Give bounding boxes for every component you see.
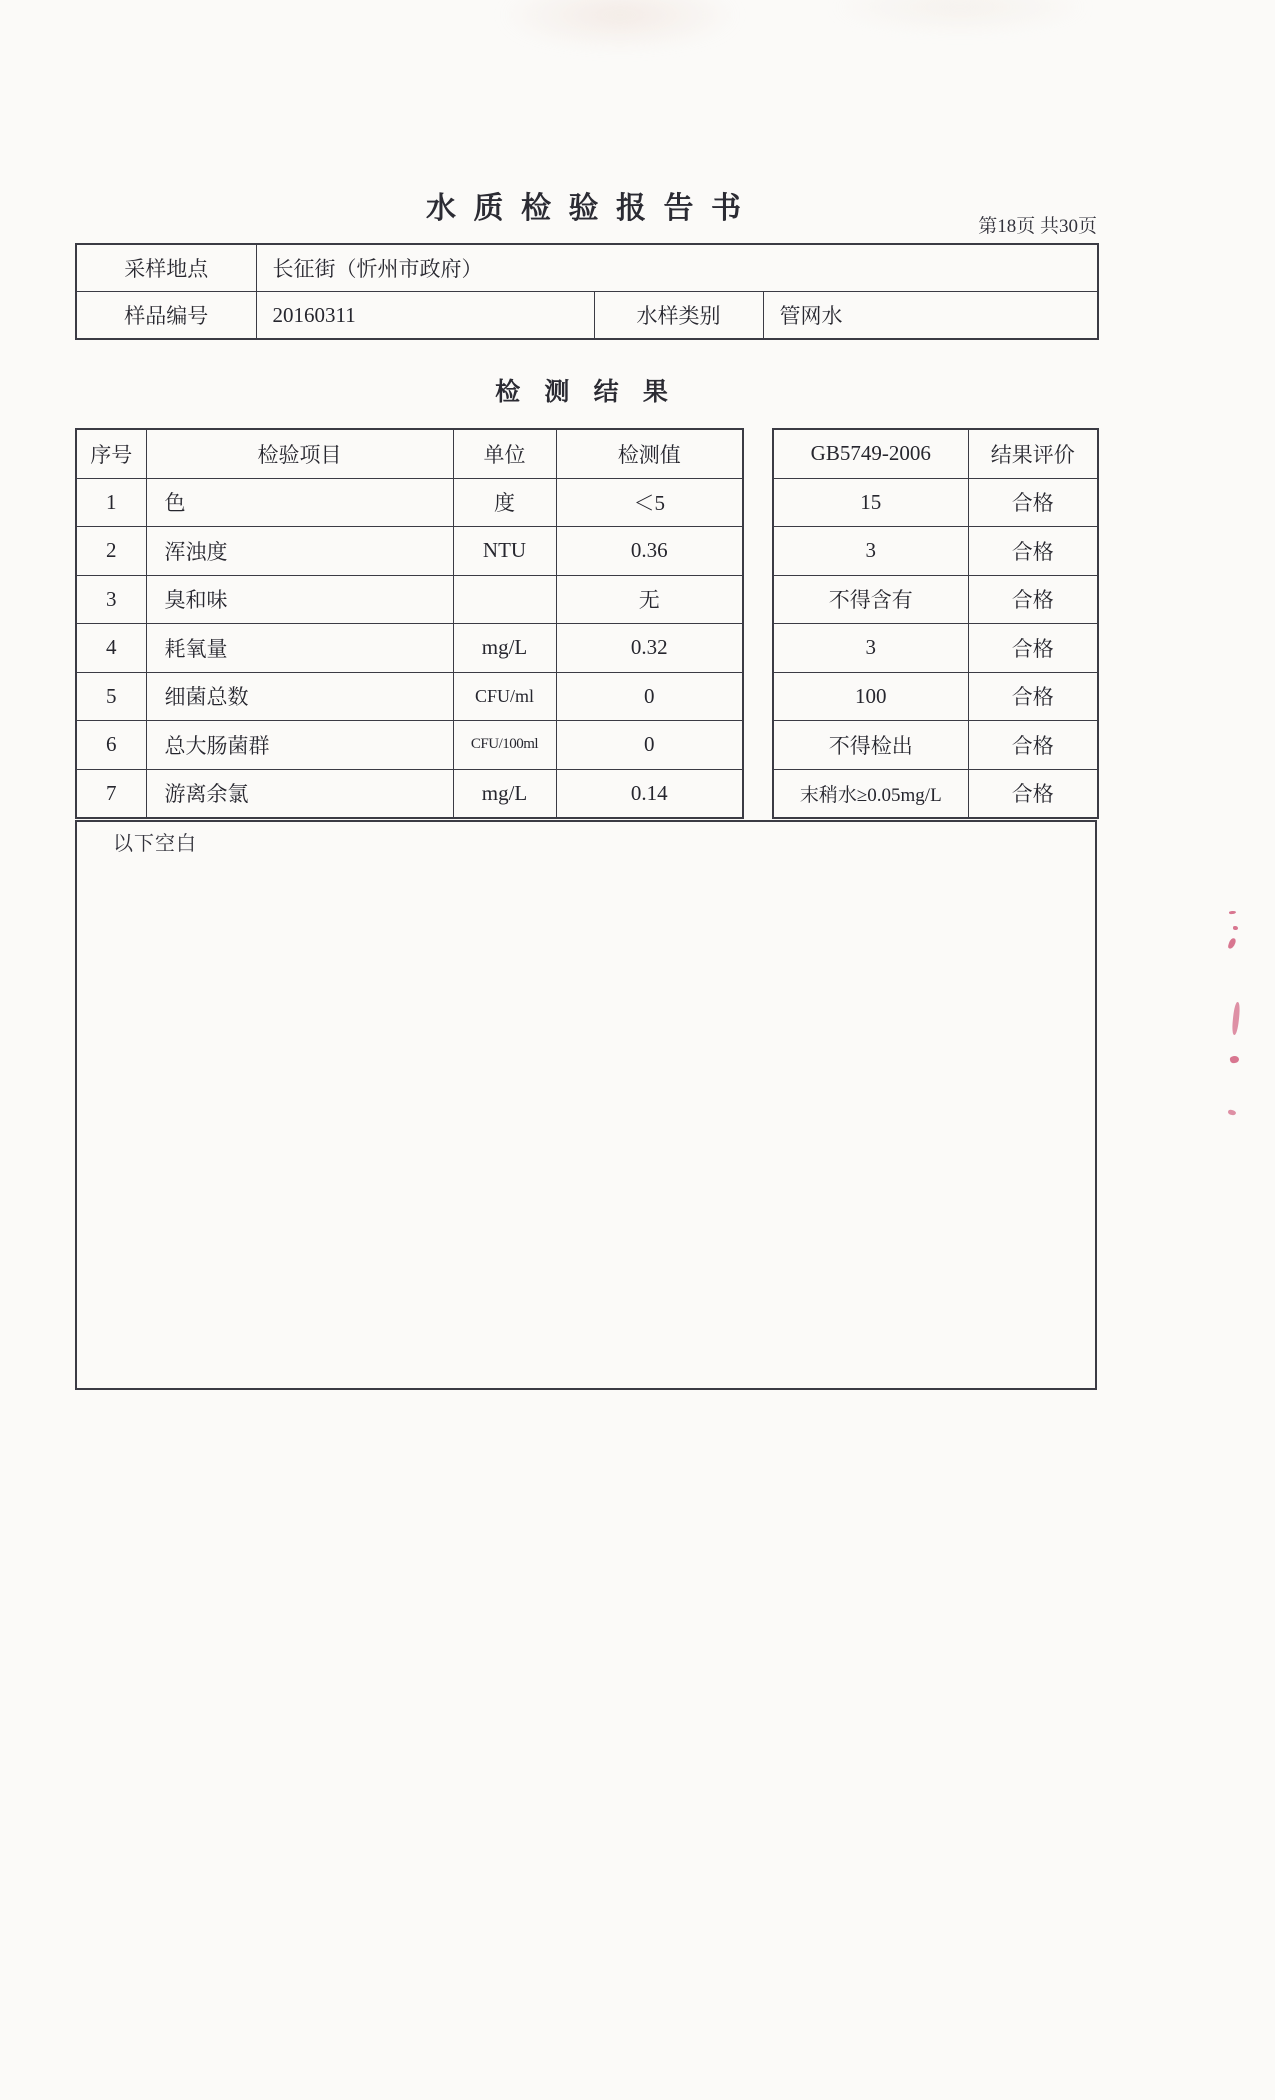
table-row (773, 672, 1098, 721)
col-header-unit: 单位 (453, 429, 556, 478)
table-row (773, 575, 1098, 624)
row-unit: 度 (453, 478, 556, 527)
table-row (76, 527, 743, 576)
table-row (773, 478, 1098, 527)
row-no: 2 (76, 527, 146, 576)
row-item: 浑浊度 (146, 527, 453, 576)
table-row (76, 624, 743, 673)
table-header-row (76, 429, 743, 478)
row-standard: 不得含有 (773, 575, 968, 624)
red-ink-mark (1231, 1002, 1240, 1035)
red-ink-mark (1227, 937, 1236, 949)
red-ink-mark (1229, 1055, 1239, 1064)
table-row (76, 292, 1098, 340)
table-row (76, 721, 743, 770)
water-type-value: 管网水 (763, 292, 1098, 340)
scan-smudge (830, 0, 1090, 32)
row-evaluation: 合格 (968, 624, 1098, 673)
table-row (773, 769, 1098, 818)
results-table-right (772, 428, 1099, 819)
scan-smudge (500, 0, 740, 50)
row-unit: CFU/100ml (453, 721, 556, 770)
row-unit: CFU/ml (453, 672, 556, 721)
table-row (76, 244, 1098, 292)
row-item: 色 (146, 478, 453, 527)
row-standard: 末稍水≥0.05mg/L (773, 769, 968, 818)
blank-note: 以下空白 (113, 833, 197, 855)
row-value: ＜5 (556, 478, 743, 527)
row-value: 0 (556, 721, 743, 770)
row-unit (453, 575, 556, 624)
table-row (76, 575, 743, 624)
row-no: 1 (76, 478, 146, 527)
water-type-label: 水样类别 (594, 292, 763, 340)
row-no: 7 (76, 769, 146, 818)
row-no: 6 (76, 721, 146, 770)
row-item: 细菌总数 (146, 672, 453, 721)
row-unit: NTU (453, 527, 556, 576)
row-no: 4 (76, 624, 146, 673)
row-standard: 不得检出 (773, 721, 968, 770)
page-title: 水 质 检 验 报 告 书 (426, 192, 746, 225)
col-header-evaluation: 结果评价 (968, 429, 1098, 478)
page-number-indicator: 第18页 共30页 (978, 216, 1097, 237)
row-item: 游离余氯 (146, 769, 453, 818)
row-standard: 100 (773, 672, 968, 721)
row-standard: 15 (773, 478, 968, 527)
row-value: 0.36 (556, 527, 743, 576)
row-evaluation: 合格 (968, 527, 1098, 576)
row-unit: mg/L (453, 624, 556, 673)
row-value: 无 (556, 575, 743, 624)
blank-remainder-box (75, 820, 1097, 1390)
red-ink-mark (1233, 926, 1238, 930)
col-header-no: 序号 (76, 429, 146, 478)
row-standard: 3 (773, 624, 968, 673)
row-item: 总大肠菌群 (146, 721, 453, 770)
table-row (76, 769, 743, 818)
table-row (773, 527, 1098, 576)
sample-number-label: 样品编号 (76, 292, 256, 340)
row-item: 耗氧量 (146, 624, 453, 673)
table-row (76, 672, 743, 721)
table-header-row (773, 429, 1098, 478)
row-value: 0.32 (556, 624, 743, 673)
row-evaluation: 合格 (968, 721, 1098, 770)
table-row (773, 624, 1098, 673)
sampling-location-value: 长征街（忻州市政府） (256, 244, 1098, 292)
row-evaluation: 合格 (968, 769, 1098, 818)
section-heading: 检 测 结 果 (495, 379, 677, 406)
table-row (76, 478, 743, 527)
row-no: 3 (76, 575, 146, 624)
row-value: 0.14 (556, 769, 743, 818)
row-item: 臭和味 (146, 575, 453, 624)
col-header-item: 检验项目 (146, 429, 453, 478)
results-table-left (75, 428, 744, 819)
row-no: 5 (76, 672, 146, 721)
col-header-standard: GB5749-2006 (773, 429, 968, 478)
table-row (773, 721, 1098, 770)
row-evaluation: 合格 (968, 575, 1098, 624)
row-standard: 3 (773, 527, 968, 576)
sample-number-value: 20160311 (256, 292, 594, 340)
row-evaluation: 合格 (968, 478, 1098, 527)
row-unit: mg/L (453, 769, 556, 818)
row-evaluation: 合格 (968, 672, 1098, 721)
sample-info-table (75, 243, 1099, 340)
red-ink-mark (1229, 911, 1236, 915)
col-header-value: 检测值 (556, 429, 743, 478)
red-ink-mark (1228, 1109, 1237, 1115)
sampling-location-label: 采样地点 (76, 244, 256, 292)
row-value: 0 (556, 672, 743, 721)
